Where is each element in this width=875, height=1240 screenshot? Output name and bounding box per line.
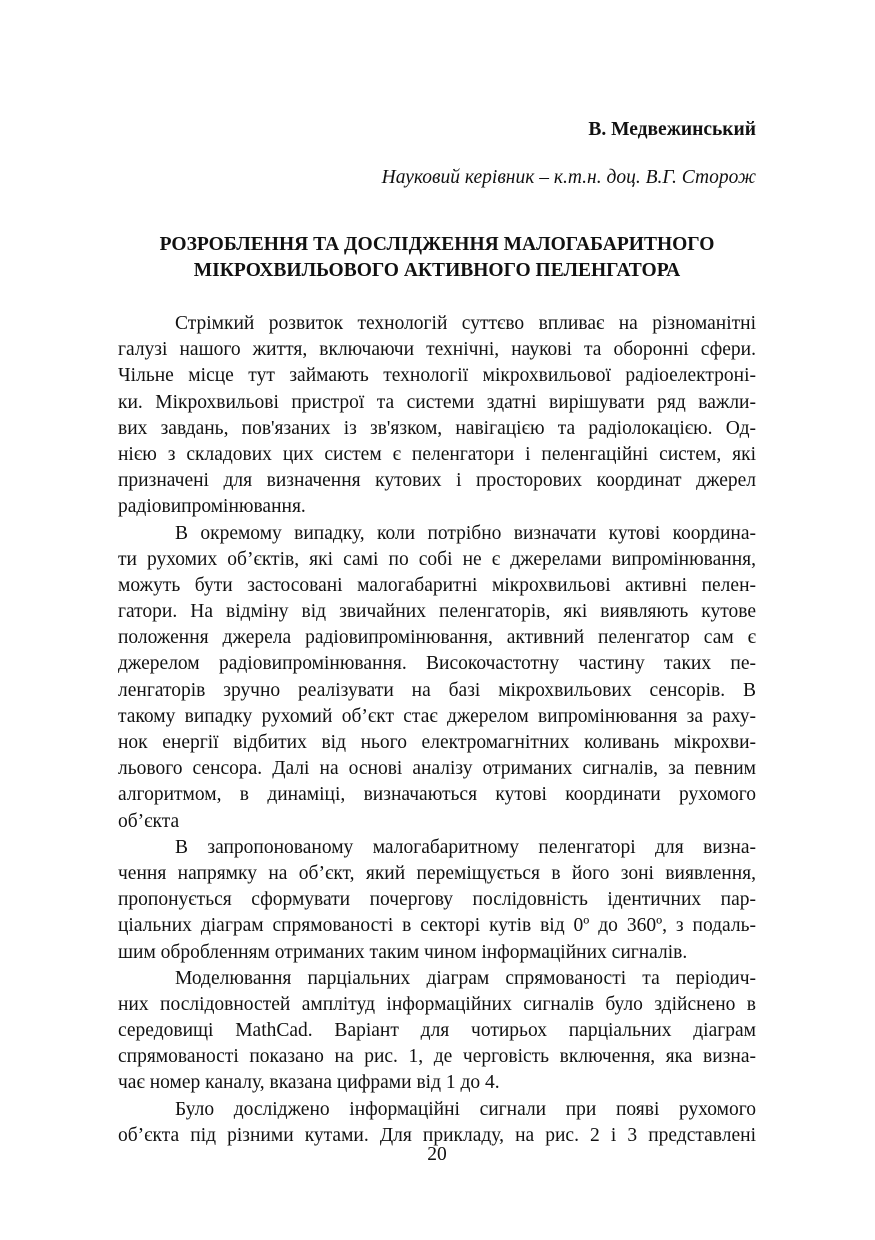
title-line: МІКРОХВИЛЬОВОГО АКТИВНОГО ПЕЛЕНГАТОРА [193,260,681,281]
paragraph-line: джерелом радіовипромінювання. Високочастотну частину таких пе- [118,653,756,675]
paragraph-line: середовищі MathCad. Варіант для чотирьох парціальних діаграм [118,1020,756,1042]
paragraph [118,835,756,966]
paragraph [118,521,756,835]
paragraph-line: алгоритмом, в динаміці, визначаються кутові координати рухомого [118,784,756,806]
paragraph-line: вих завдань, пов'язаних із зв'язком, навігацією та радіолокацією. Од- [118,417,756,439]
paragraph-line: такому випадку рухомий об’єкт стає джерелом випромінювання за раху- [118,705,756,727]
paragraph-line: Чільне місце тут займають технології мікрохвильової радіоелектроні- [118,365,756,387]
paragraph-line: нією з складових цих систем є пеленгатори і пеленгаційні систем, які [118,443,756,465]
paragraph-line: льового сенсора. Далі на основі аналізу отриманих сигналів, за певним [118,758,756,780]
paragraph-line: об’єкта під різними кутами. Для прикладу, на рис. 2 і 3 представлені [118,1124,756,1146]
paper-title [118,232,756,284]
paragraph-line: ленгаторів зручно реалізувати на базі мікрохвильових сенсорів. В [118,679,756,701]
paragraph-line: галузі нашого життя, включаючи технічні, наукові та оборонні сфери. [118,339,756,361]
paragraph-line: Було досліджено інформаційні сигнали при появі рухомого [175,1098,756,1120]
body-text [118,311,756,1149]
paragraph-line: ки. Мікрохвильові пристрої та системи здатні вирішувати ряд важли- [118,391,756,413]
title-line: РОЗРОБЛЕННЯ ТА ДОСЛІДЖЕННЯ МАЛОГАБАРИТНОГО [159,234,715,255]
paragraph-line: призначені для визначення кутових і просторових координат джерел [118,470,756,492]
page [118,0,756,1240]
paragraph-line: ти рухомих об’єктів, які самі по собі не є джерелами випромінювання, [118,548,756,570]
paragraph-line: об’єкта [118,810,180,832]
author-name: В. Медвежинський [588,119,756,140]
paragraph-line: шим обробленням отриманих таким чином інформаційних сигналів. [118,941,688,963]
paragraph-line: радіовипромінювання. [118,496,306,518]
paragraph-line: чає номер каналу, вказана цифрами від 1 до 4. [118,1072,500,1094]
paragraph-line: чення напрямку на об’єкт, який переміщується в його зоні виявлення, [118,862,756,884]
paragraph-line: них послідовностей амплітуд інформаційних сигналів було здійснено в [118,993,756,1015]
paragraph [118,311,756,521]
paragraph-line: ціальних діаграм спрямованості в секторі кутів від 0º до 360º, з подаль- [118,915,756,937]
paragraph-line: нок енергії відбитих від нього електромагнітних коливань мікрохви- [118,732,756,753]
page-number: 20 [427,1144,447,1165]
paragraph-line: В запропонованому малогабаритному пеленгаторі для визна- [175,836,756,858]
supervisor-line: Науковий керівник – к.т.н. доц. В.Г. Сторож [381,167,756,188]
paragraph [118,966,756,1097]
paragraph-line: В окремому випадку, коли потрібно визначати кутові координа- [175,522,756,544]
paragraph-line: можуть бути застосовані малогабаритні мікрохвильові активні пелен- [118,574,756,596]
paragraph-line: Моделювання парціальних діаграм спрямованості та періодич- [175,967,756,989]
paragraph-line: гатори. На відміну від звичайних пеленгаторів, які виявляють кутове [118,601,756,623]
paragraph-line: Стрімкий розвиток технологій суттєво впливає на різноманітні [175,313,756,334]
paragraph-line: пропонується сформувати почергову послідовність ідентичних пар- [118,889,756,911]
paragraph-line: спрямованості показано на рис. 1, де черговість включення, яка визна- [118,1046,756,1068]
paragraph-line: положення джерела радіовипромінювання, активний пеленгатор сам є [118,627,756,649]
